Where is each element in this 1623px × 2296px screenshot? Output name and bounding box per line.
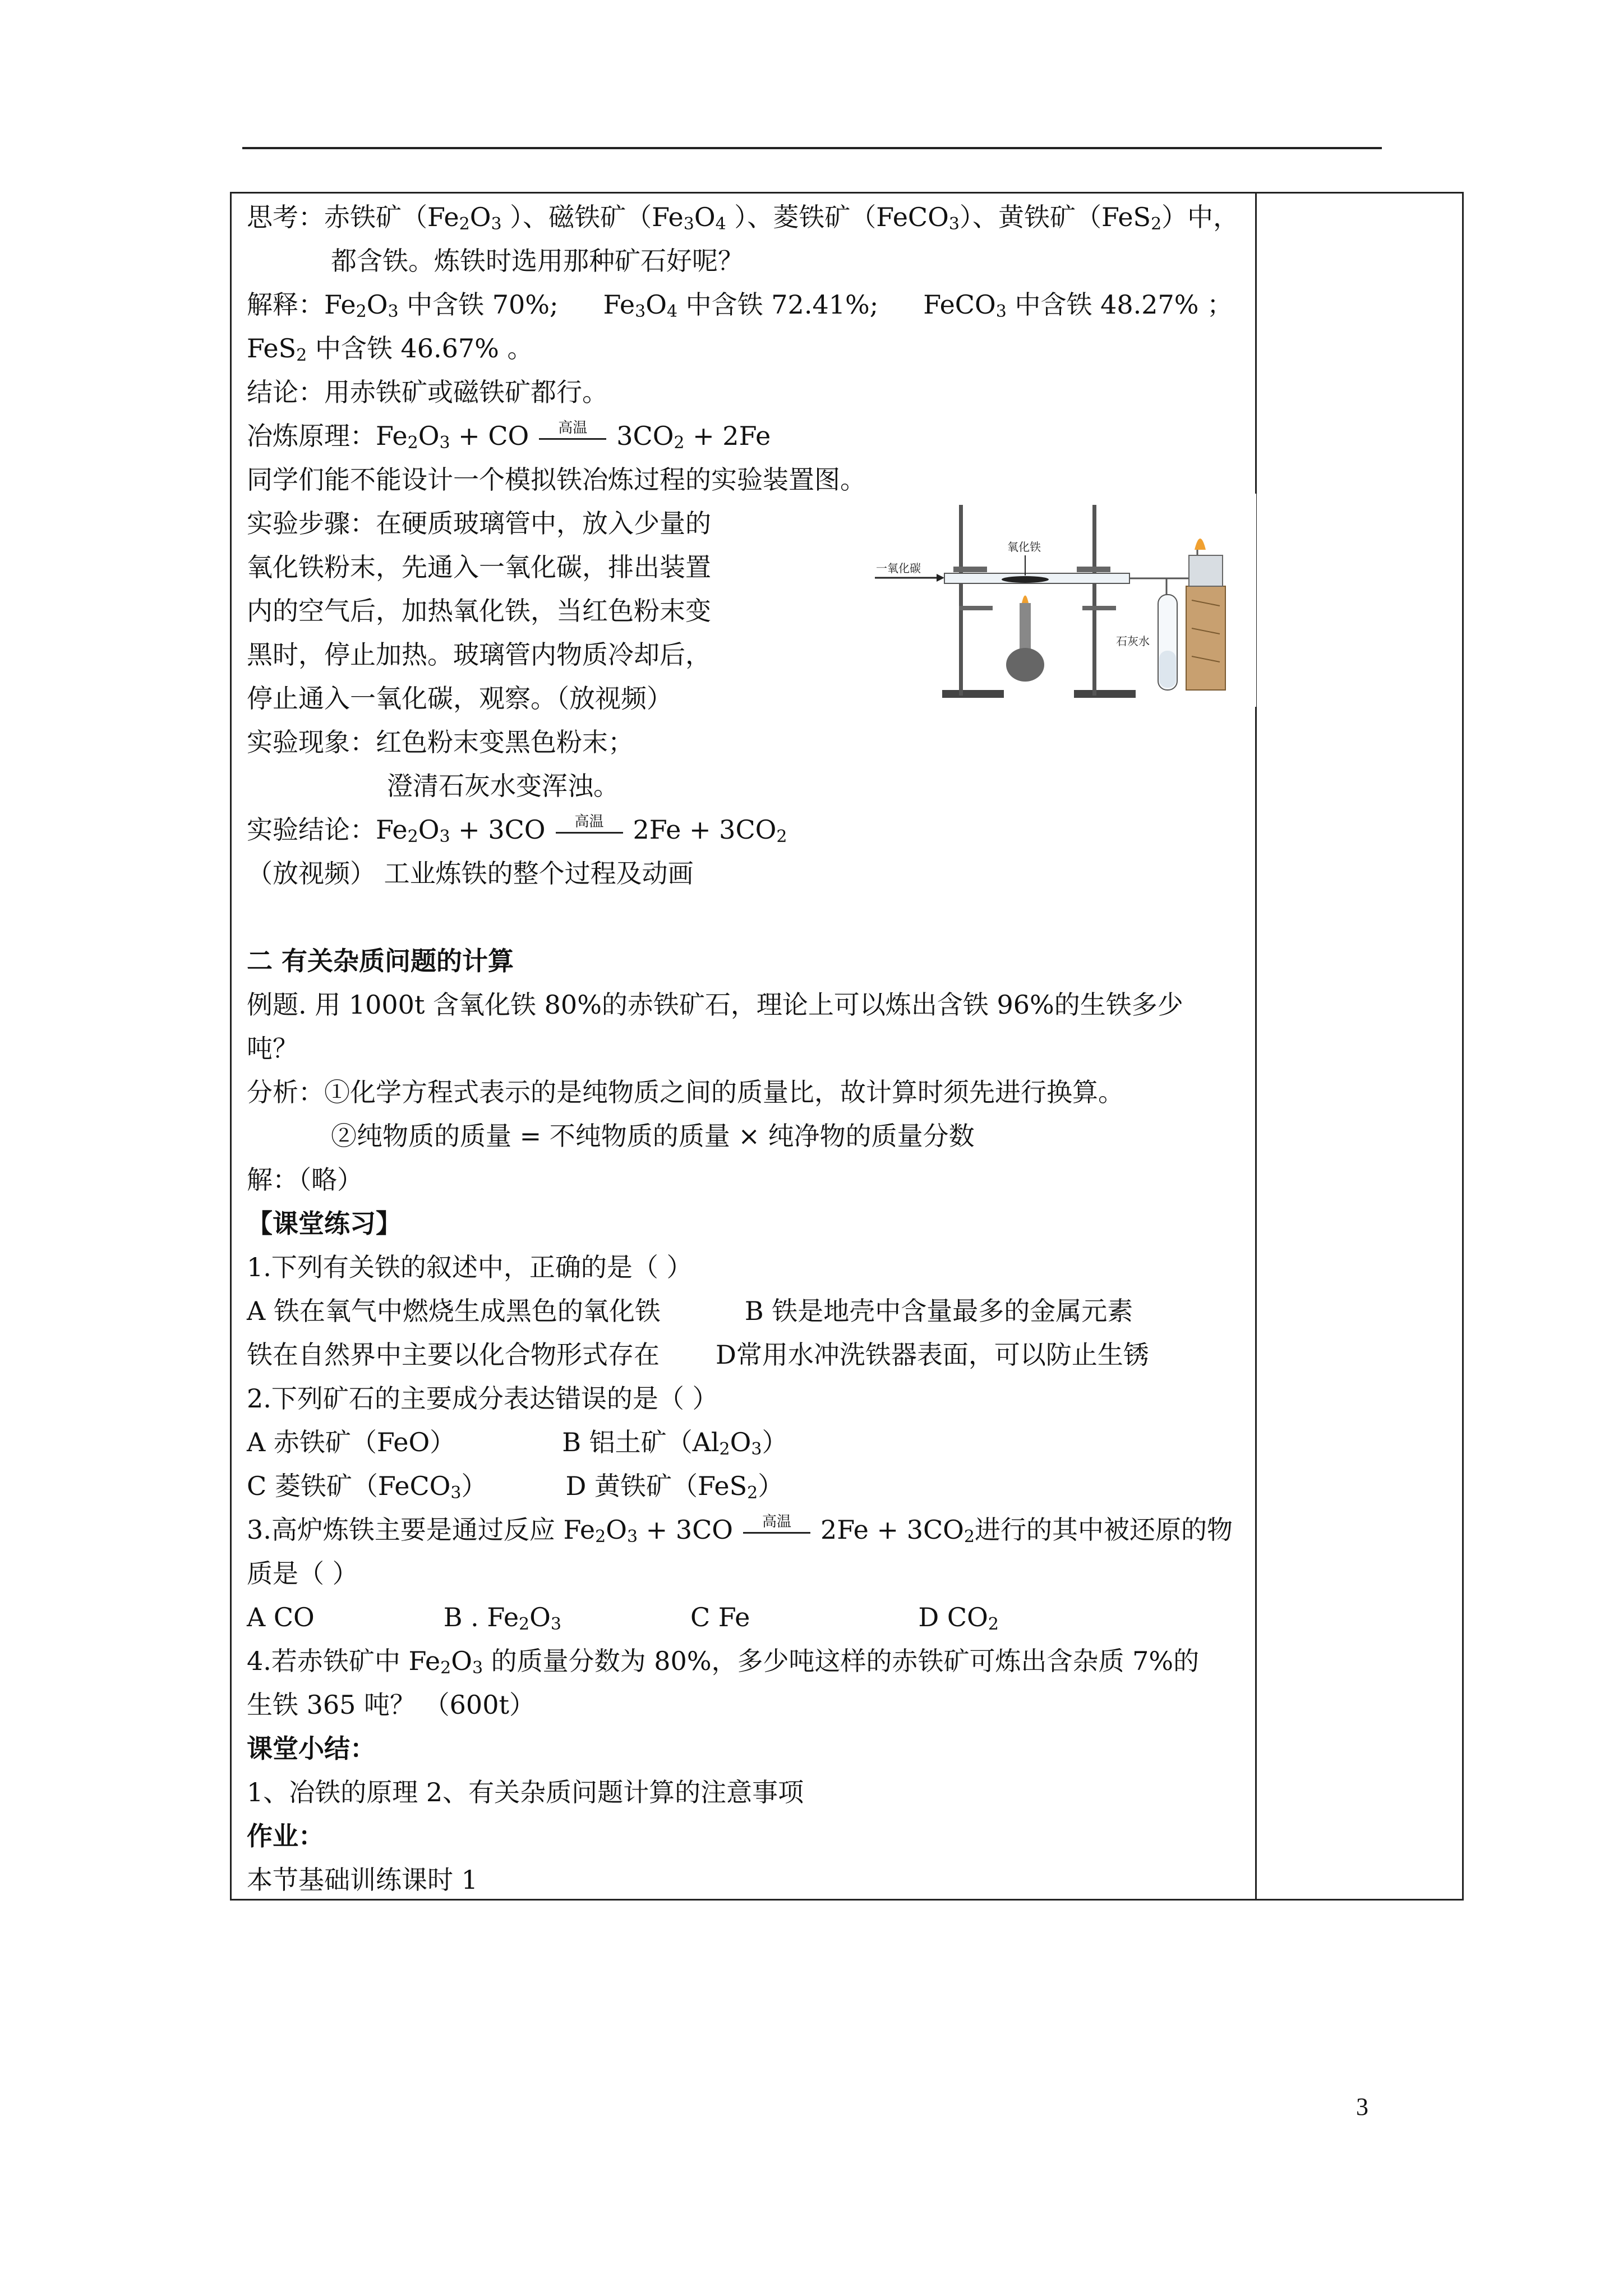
question-3: 3.高炉炼铁主要是通过反应 $Fe_2O_3 + 3CO$ 高温 $2Fe + 3CO_2$进行的其中被还原的物 bbox=[247, 1513, 1233, 1547]
thinking-line-2: 都含铁。炼铁时选用那种矿石好呢？ bbox=[331, 246, 744, 276]
header-rule bbox=[242, 147, 1382, 149]
reaction-condition: 高温 bbox=[539, 421, 606, 435]
option-d: D $CO_2$ bbox=[918, 1602, 999, 1634]
thinking-label: 思考： bbox=[247, 202, 324, 232]
page-number: 3 bbox=[1356, 2093, 1368, 2120]
explain-line-1: 解释：$Fe_2O_3$ 中含铁 70%; $Fe_3O_4$ 中含铁 72.41%; FeCO$_3$ 中含铁 48.27% ； bbox=[247, 289, 1233, 321]
video-line: （放视频） 工业炼铁的整个过程及动画 bbox=[247, 858, 694, 889]
option-a: A CO bbox=[247, 1602, 315, 1632]
steps-line-4: 黑时，停止加热。玻璃管内物质冷却后， bbox=[247, 639, 711, 670]
option-b: B 铝土矿$(Al_2O_3)$ bbox=[562, 1427, 788, 1459]
burner-base bbox=[1006, 648, 1044, 682]
option-c: C 菱铁矿（FeCO$_3$） bbox=[247, 1471, 487, 1503]
reaction-condition: 高温 bbox=[556, 815, 623, 829]
section-2-title: 二 有关杂质问题的计算 bbox=[247, 946, 514, 976]
summary-items: 1、冶铁的原理 2、有关杂质问题计算的注意事项 bbox=[247, 1777, 804, 1807]
thinking-line-1: 思考：赤铁矿（$Fe_2O_3$ ）、磁铁矿（$Fe_3O_4$ ）、菱铁矿（FeCO$_3$）、黄铁矿（FeS$_2$）中， bbox=[247, 202, 1239, 234]
reaction-condition: 高温 bbox=[743, 1515, 810, 1529]
question-1-options-ab bbox=[247, 1289, 1251, 1333]
blank-line bbox=[247, 895, 1251, 939]
example-line-2: 吨？ bbox=[247, 1033, 298, 1064]
example-line-1: 例题. 用 1000t 含氧化铁 80%的赤铁矿石，理论上可以炼出含铁 96%的生铁多少 bbox=[247, 990, 1183, 1020]
steps-line-3: 内的空气后，加热氧化铁，当红色粉末变 bbox=[247, 596, 711, 626]
homework-text: 本节基础训练课时 1 bbox=[247, 1865, 478, 1895]
question-2-options-ab bbox=[247, 1420, 1251, 1464]
option-a: A 铁在氧气中燃烧生成黑色的氧化铁 bbox=[247, 1296, 661, 1326]
option-b: B 铁是地壳中含量最多的金属元素 bbox=[744, 1296, 1133, 1326]
experiment-apparatus-illustration bbox=[875, 494, 1256, 707]
option-d: D 黄铁矿（FeS$_2$） bbox=[565, 1471, 784, 1503]
principle-equation: 冶炼原理：$Fe_2O_3$ + CO 高温 $3CO_2 + 2Fe$ bbox=[247, 420, 771, 453]
explain-line-2: FeS$_2$ 中含铁 46.67% 。 bbox=[247, 333, 533, 365]
question-2-options-cd bbox=[247, 1464, 1251, 1508]
steps-line-5: 停止通入一氧化碳，观察。（放视频） bbox=[247, 683, 672, 714]
question-3-options bbox=[247, 1595, 1251, 1639]
label-iron-oxide: 氧化铁 bbox=[1007, 541, 1041, 554]
lesson-content bbox=[247, 195, 1251, 1902]
phenomenon-line-1: 实验现象：红色粉末变黑色粉末； bbox=[247, 727, 634, 757]
question-2: 2.下列矿石的主要成分表达错误的是（ ） bbox=[247, 1383, 718, 1414]
phenomenon-line-2: 澄清石灰水变浑浊。 bbox=[387, 771, 619, 801]
question-4: 4.若赤铁矿中 $Fe_2O_3$ 的质量分数为 80%，多少吨这样的赤铁矿可炼出含杂质 7%的 bbox=[247, 1646, 1200, 1678]
design-line: 同学们能不能设计一个模拟铁冶炼过程的实验装置图。 bbox=[247, 464, 866, 495]
burner-tube bbox=[1020, 603, 1031, 654]
option-c: 铁在自然界中主要以化合物形式存在 bbox=[247, 1340, 660, 1370]
table-column-divider bbox=[1255, 192, 1257, 1901]
stand-base-right bbox=[1074, 690, 1136, 698]
label-carbon-monoxide: 一氧化碳 bbox=[876, 563, 921, 575]
label-limewater: 石灰水 bbox=[1116, 636, 1150, 648]
homework-title: 作业： bbox=[247, 1821, 324, 1851]
experiment-conclusion-equation: 实验结论：$Fe_2O_3 + 3CO$ 高温 $2Fe + 3CO_2$ bbox=[247, 813, 787, 846]
question-4-line-2: 生铁 365 吨？ （600t） bbox=[247, 1690, 535, 1720]
summary-title: 课堂小结： bbox=[247, 1733, 376, 1764]
practice-title: 【课堂练习】 bbox=[247, 1208, 402, 1239]
alcohol-lamp bbox=[1189, 555, 1223, 586]
steps-line-2: 氧化铁粉末，先通入一氧化碳，排出装置 bbox=[247, 552, 711, 582]
stand-base-left bbox=[942, 690, 1004, 698]
option-d: D常用水冲洗铁器表面，可以防止生锈 bbox=[716, 1340, 1149, 1370]
conclusion-line: 结论：用赤铁矿或磁铁矿都行。 bbox=[247, 377, 608, 407]
stand-rod-left bbox=[959, 505, 963, 696]
question-3-line-2: 质是（ ） bbox=[247, 1558, 358, 1589]
option-c: C Fe bbox=[690, 1602, 750, 1632]
solution-line: 解：（略） bbox=[247, 1165, 363, 1195]
wooden-block bbox=[1186, 586, 1225, 690]
option-b: B . $Fe_2O_3$ bbox=[443, 1602, 561, 1634]
stand-rod-right bbox=[1092, 505, 1096, 696]
steps-line-1: 实验步骤：在硬质玻璃管中，放入少量的 bbox=[247, 508, 711, 539]
question-1: 1.下列有关铁的叙述中，正确的是（ ） bbox=[247, 1252, 693, 1282]
analysis-line-2: ②纯物质的质量 = 不纯物质的质量 × 纯净物的质量分数 bbox=[331, 1121, 975, 1151]
option-a: A 赤铁矿（FeO） bbox=[247, 1427, 456, 1457]
question-1-options-cd bbox=[247, 1333, 1251, 1377]
iron-oxide-powder bbox=[1002, 576, 1049, 583]
analysis-line-1: 分析：①化学方程式表示的是纯物质之间的质量比，故计算时须先进行换算。 bbox=[247, 1077, 1124, 1107]
